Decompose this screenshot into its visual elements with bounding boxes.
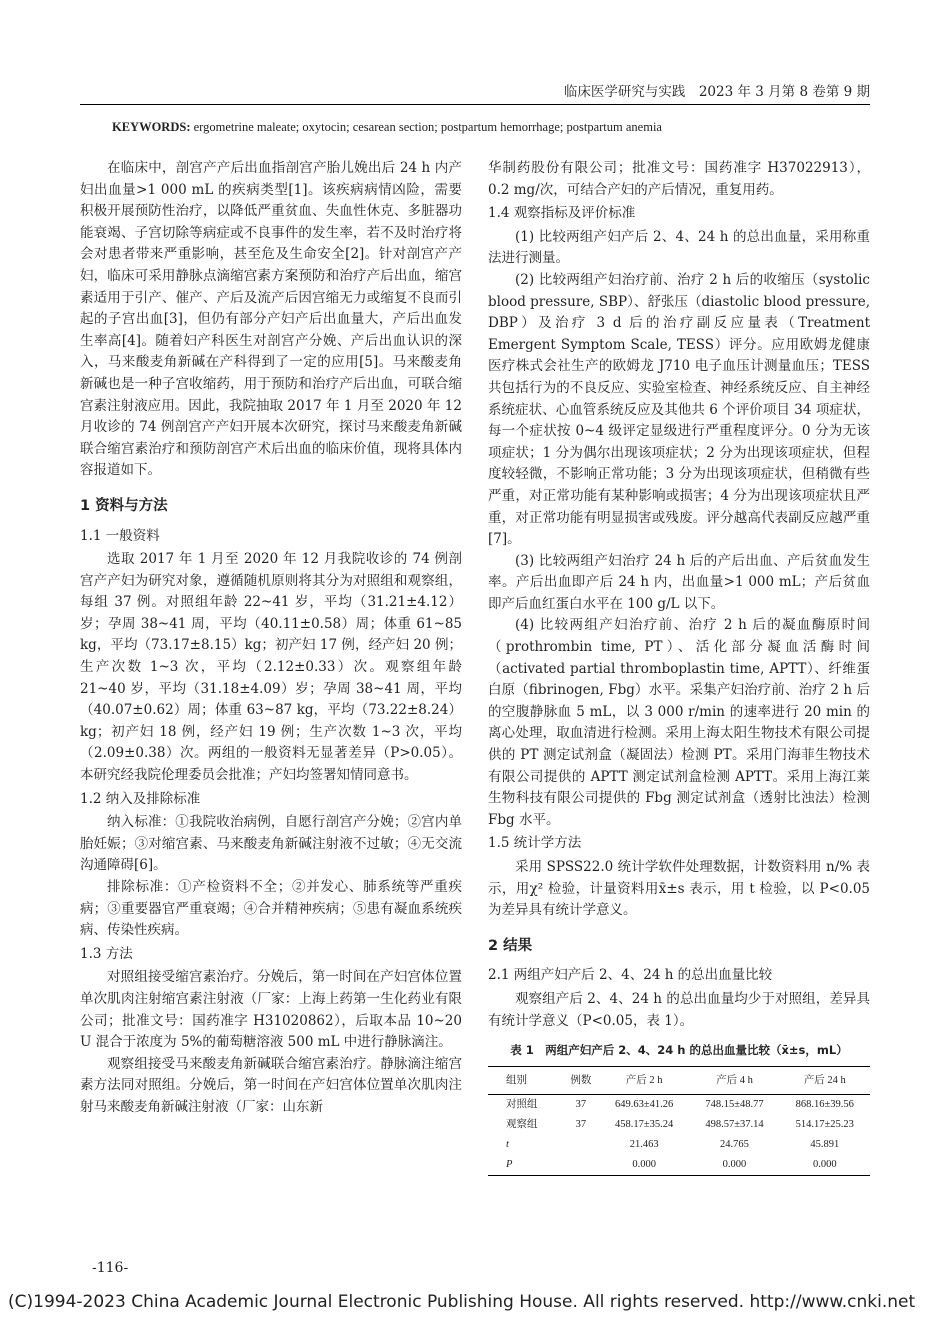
copyright-footer: (C)1994-2023 China Academic Journal Electronic Publishing House. All rights reserved. http://www.cnki.net — [8, 1292, 916, 1312]
table-header-cell: 例数 — [563, 1066, 599, 1095]
table-cell: 0.000 — [689, 1155, 779, 1176]
table-cell: P — [488, 1155, 563, 1176]
table-cell — [563, 1135, 599, 1155]
results-table — [488, 1066, 870, 1177]
table-header-cell: 产后 2 h — [599, 1066, 689, 1095]
section-heading: 2 结果 — [488, 937, 533, 954]
table-row — [488, 1115, 870, 1135]
table-cell: 对照组 — [506, 1099, 538, 1111]
keywords-label: KEYWORDS: — [112, 120, 191, 134]
intro-paragraph: 在临床中，剖宫产产后出血指剖宫产胎儿娩出后 24 h 内产妇出血量>1 000 mL 的疾病类型[1]。该疾病病情凶险，需要积极开展预防性治疗，以降低严重贫血、失血性休克、多脏器功能衰竭、子宫切除等病症或不良事件的发生率，若不及时治疗将会对患者带来严重影响，甚至危及生命安全[2]。针对剖宫产产妇，临床可采用静脉点滴缩宫素方案预防和治疗产后出血，缩宫素适用于引产、催产、产后及流产后因宫缩无力或缩复不良而引起的子宫出血[3]，但仍有部分产妇产后出血量大，产后出血发生率高[4]。随着妇产科医生对剖宫产分娩、产后出血认识的深入，马来酸麦角新碱在产科得到了一定的应用[5]。马来酸麦角新碱也是一种子宫收缩药，用于预防和治疗产后出血，可联合缩宫素注射液应用。因此，我院抽取 2017 年 1 月至 2020 年 12 月收诊的 74 例剖宫产产妇开展本次研究，探讨马来酸麦角新碱联合缩宫素治疗和预防剖宫产术后出血的临床价值，现将具体内容报道如下。 — [80, 160, 462, 479]
table-cell: t — [506, 1139, 509, 1151]
subsection-heading: 1.5 统计学方法 — [488, 835, 582, 852]
table-row — [488, 1095, 870, 1116]
paragraph: (1) 比较两组产妇产后 2、4、24 h 的总出血量，采用称重法进行测量。 — [488, 228, 870, 267]
table-cell: 868.16±39.56 — [795, 1099, 854, 1111]
table-header-cell: 产后 4 h — [689, 1066, 779, 1095]
table-cell: 观察组 — [506, 1119, 538, 1131]
subsection-heading: 1.3 方法 — [80, 945, 133, 962]
paragraph: 选取 2017 年 1 月至 2020 年 12 月我院收诊的 74 例剖宫产产妇为研究对象，遵循随机原则将其分为对照组和观察组，每组 37 例。对照组年龄 22~41 岁，平均（31.21±4.12）岁；孕周 38~41 周，平均（40.11±0.58）周；体重 61~85 kg，平均（73.17±8.15）kg；初产妇 17 例，经产妇 20 例；生产次数 1~3 次，平均（2.12±0.33）次。观察组年龄 21~40 岁，平均（31.18±4.09）岁；孕周 38~41 周，平均（40.07±0.62）周；体重 63~87 kg，平均（73.22±8.24）kg；初产妇 18 例，经产妇 19 例；生产次数 1~3 次，平均（2.09±0.38）次。两组的一般资料无显著差异（P>0.05）。本研究经我院伦理委员会批准；产妇均签署知情同意书。 — [80, 551, 462, 784]
paragraph: 纳入标准：①我院收治病例，自愿行剖宫产分娩；②宫内单胎妊娠；③对缩宫素、马来酸麦角新碱注射液不过敏；④无交流沟通障碍[6]。 — [80, 814, 462, 874]
table-header-cell: 产后 24 h — [780, 1066, 870, 1095]
subsection-heading: 1.4 观察指标及评价标准 — [488, 205, 636, 222]
table-cell: 498.57±37.14 — [705, 1119, 764, 1131]
subsection-heading: 1.1 一般资料 — [80, 527, 160, 544]
page-number: -116- — [92, 1260, 129, 1276]
table-cell — [563, 1155, 599, 1176]
paragraph: (3) 比较两组产妇治疗 24 h 后的产后出血、产后贫血发生率。产后出血即产后 24 h 内，出血量>1 000 mL；产后贫血即产后血红蛋白水平在 100 g/L 以下。 — [488, 552, 870, 612]
right-column — [488, 158, 870, 1176]
section-heading: 1 资料与方法 — [80, 497, 168, 514]
paragraph: (2) 比较两组产妇治疗前、治疗 2 h 后的收缩压（systolic blood pressure, SBP）、舒张压（diastolic blood pressure, DBP）及治疗 3 d 后的治疗副反应量表（Treatment Emergent Symptom Scale, TESS）评分。应用欧姆龙健康医疗株式会社生产的欧姆龙 J710 电子血压计测量血压；TESS 共包括行为的不良反应、实验室检查、神经系统反应、自主神经系统症状、心血管系统反应及其他共 6 个评价项目 34 项症状，每一个症状按 0~4 级评定显级进行严重程度评分。0 分为无该项症状；1 分为偶尔出现该项症状；2 分为出现该项症状，但程度较轻微，不影响正常功能；3 分为出现该项症状，但稍微有些严重，对正常功能有某种影响或损害；4 分为出现该项症状且严重，对正常功能有明显损害或残废。评分越高代表副反应越严重[7]。 — [488, 271, 870, 548]
subsection-heading: 1.2 纳入及排除标准 — [80, 790, 201, 807]
table-cell: 37 — [575, 1119, 587, 1131]
table-row — [488, 1135, 870, 1155]
paragraph: (4) 比较两组产妇治疗前、治疗 2 h 后的凝血酶原时间（prothrombin time, PT）、活化部分凝血活酶时间（activated partial thromboplastin time, APTT）、纤维蛋白原（fibrinogen, Fbg）水平。采集产妇治疗前、治疗 2 h 后的空腹静脉血 5 mL，以 3 000 r/min 的速率进行 20 min 的离心处理，取血清进行检测。采用上海太阳生物技术有限公司提供的 PT 测定试剂盒（凝固法）检测 PT。采用门海菲生物技术有限公司提供的 APTT 测定试剂盒检测 APTT。采用上海江莱生物科技有限公司提供的 Fbg 测定试剂盒（透射比浊法）检测 Fbg 水平。 — [488, 617, 870, 828]
table-cell: 45.891 — [810, 1139, 840, 1151]
table-cell: 458.17±35.24 — [615, 1119, 674, 1131]
subsection-heading: 2.1 两组产妇产后 2、4、24 h 的总出血量比较 — [488, 967, 773, 984]
paragraph: 对照组接受缩宫素治疗。分娩后，第一时间在产妇宫体位置单次肌肉注射缩宫素注射液（厂家：上海上药第一生化药业有限公司；批准文号：国药准字 H31020862），后取本品 10~20 U 混合于浓度为 5%的葡萄糖溶液 500 mL 中进行静脉滴注。 — [80, 969, 462, 1051]
left-column — [80, 158, 462, 1119]
table-header-row — [488, 1066, 870, 1095]
paragraph: 观察组接受马来酸麦角新碱联合缩宫素治疗。静脉滴注缩宫素方法同对照组。分娩后，第一时间在产妇宫体位置单次肌肉注射马来酸麦角新碱注射液（厂家：山东新 — [80, 1055, 462, 1115]
table-cell: 37 — [575, 1099, 587, 1111]
paragraph: 观察组产后 2、4、24 h 的总出血量均少于对照组，差异具有统计学意义（P<0.05，表 1）。 — [488, 990, 870, 1029]
table-cell: 24.765 — [720, 1139, 749, 1151]
keywords — [112, 120, 870, 135]
table-cell: 21.463 — [629, 1139, 659, 1151]
table-cell: 649.63±41.26 — [615, 1099, 674, 1111]
keywords-text: ergometrine maleate; oxytocin; cesarean section; postpartum hemorrhage; postpartum anemia — [190, 120, 662, 134]
paragraph: 排除标准：①产检资料不全；②并发心、肺系统等严重疾病；③重要器官严重衰竭；④合并精神疾病；⑤患有凝血系统疾病、传染性疾病。 — [80, 879, 462, 939]
table-caption: 表 1 两组产妇产后 2、4、24 h 的总出血量比较（x̄±s，mL） — [510, 1043, 848, 1058]
table-row — [488, 1155, 870, 1176]
header-rule — [80, 104, 870, 105]
table-header-cell: 组别 — [488, 1066, 563, 1095]
table-cell: 0.000 — [599, 1155, 689, 1176]
table-cell: 514.17±25.23 — [795, 1119, 854, 1131]
table-cell: 748.15±48.77 — [705, 1099, 764, 1111]
table-cell: 0.000 — [780, 1155, 870, 1176]
paragraph: 采用 SPSS22.0 统计学软件处理数据，计数资料用 n/% 表示，用χ² 检验，计量资料用x̄±s 表示，用 t 检验，以 P<0.05 为差异具有统计学意义。 — [488, 859, 870, 919]
journal-header: 临床医学研究与实践 2023 年 3 月第 8 卷第 9 期 — [563, 84, 870, 100]
paragraph: 华制药股份有限公司；批准文号：国药准字 H37022913），0.2 mg/次，可结合产妇的产后情况，重复用药。 — [488, 160, 870, 198]
